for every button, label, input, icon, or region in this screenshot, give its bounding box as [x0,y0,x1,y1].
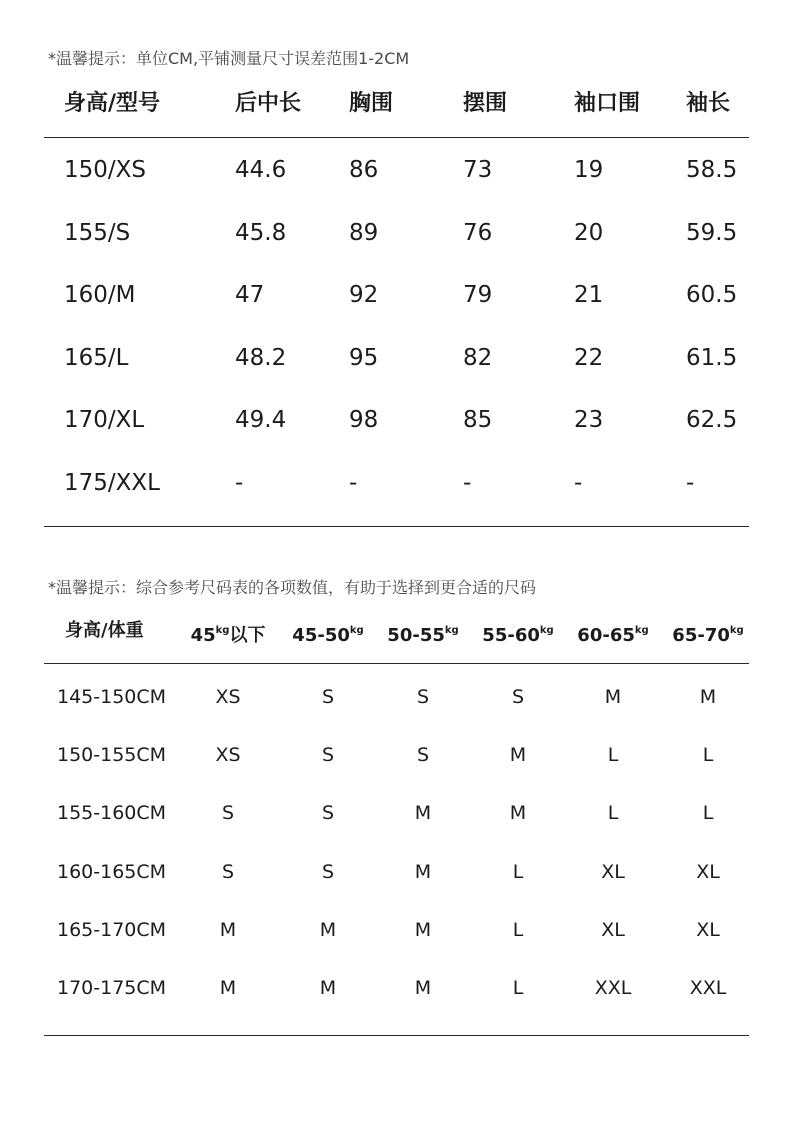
height-range-label: 165-170CM [57,919,167,941]
table1-cell: 58.5 [686,157,738,183]
header-hem: 摆围 [463,91,508,116]
recommended-size: S [221,861,235,883]
weight-header [672,618,743,649]
table1-cell: - [235,470,244,496]
header-sleeve-length: 袖长 [686,91,731,116]
recommended-size: M [414,861,432,883]
recommended-size: S [321,802,335,824]
height-range-label: 170-175CM [57,977,167,999]
table1-bottom-divider [44,526,749,527]
table1-cell: 21 [574,282,604,308]
table1-cell: 44.6 [235,157,287,183]
table1-size-label: 175/XXL [64,470,160,496]
height-range-label: 160-165CM [57,861,167,883]
table1-cell: 45.8 [235,220,287,246]
table1-cell: 62.5 [686,407,738,433]
table1-cell: 82 [463,345,493,371]
weight-unit: kg [729,625,744,636]
recommended-size: M [219,919,237,941]
weight-header [387,618,458,649]
table1-cell: 85 [463,407,493,433]
header-chest: 胸围 [349,91,394,116]
table1-size-label: 170/XL [64,407,145,433]
table1-size-label: 165/L [64,345,129,371]
recommended-size: S [321,744,335,766]
table1-cell: 76 [463,220,493,246]
table2-bottom-divider [44,1035,749,1036]
recommended-size: XS [215,686,241,708]
table1-cell: 79 [463,282,493,308]
table1-cell: 48.2 [235,345,287,371]
recommended-size: M [509,744,527,766]
recommended-size: M [699,686,717,708]
weight-header-value: 55-60 [482,625,540,646]
weight-header-suffix: 以下 [229,625,266,646]
weight-header-value: 60-65 [577,625,635,646]
weight-unit: kg [539,625,554,636]
table1-size-label: 155/S [64,220,131,246]
table1-cell: 23 [574,407,604,433]
recommended-size: XL [696,919,720,941]
recommended-size: S [221,802,235,824]
recommended-size: S [321,861,335,883]
recommended-size: XXL [689,977,727,999]
recommended-size: L [512,919,524,941]
size-note-recommendation: *温馨提示：综合参考尺码表的各项数值，有助于选择到更合适的尺码 [48,578,537,597]
weight-header-value: 50-55 [387,625,445,646]
table1-size-label: 160/M [64,282,136,308]
weight-header [292,618,363,649]
recommended-size: M [414,919,432,941]
table1-cell: - [574,470,583,496]
recommended-size: S [511,686,525,708]
table1-cell: - [686,470,695,496]
recommended-size: L [512,861,524,883]
header-height-weight: 身高/体重 [65,620,144,641]
table1-cell: 60.5 [686,282,738,308]
recommended-size: S [321,686,335,708]
recommended-size: XL [601,861,625,883]
table1-cell: 49.4 [235,407,287,433]
recommended-size: L [702,802,714,824]
recommended-size: L [607,744,619,766]
header-height-size: 身高/型号 [64,91,161,116]
recommended-size: M [319,977,337,999]
weight-unit: kg [444,625,459,636]
height-range-label: 150-155CM [57,744,167,766]
weight-header-value: 65-70 [672,625,730,646]
recommended-size: XL [601,919,625,941]
weight-unit: kg [634,625,649,636]
table1-size-label: 150/XS [64,157,147,183]
size-note-measurement: *温馨提示：单位CM,平铺测量尺寸误差范围1-2CM [48,49,410,68]
table1-cell: 59.5 [686,220,738,246]
header-cuff: 袖口围 [574,91,641,116]
table1-cell: 19 [574,157,604,183]
recommended-size: M [509,802,527,824]
weight-unit: kg [215,625,230,636]
recommended-size: L [607,802,619,824]
header-back-length: 后中长 [235,91,302,116]
table1-cell: 20 [574,220,604,246]
table1-cell: 98 [349,407,379,433]
height-range-label: 155-160CM [57,802,167,824]
recommended-size: L [702,744,714,766]
table1-cell: 89 [349,220,379,246]
weight-header-value: 45 [190,625,216,646]
table1-cell: 92 [349,282,379,308]
weight-header [577,618,648,649]
table1-cell: 61.5 [686,345,738,371]
table1-cell: 73 [463,157,493,183]
table1-header-divider [44,137,749,138]
table1-cell: 86 [349,157,379,183]
recommended-size: XS [215,744,241,766]
recommended-size: XL [696,861,720,883]
table1-cell: 22 [574,345,604,371]
recommended-size: M [319,919,337,941]
weight-header [191,618,266,649]
table1-cell: 95 [349,345,379,371]
recommended-size: M [414,802,432,824]
recommended-size: M [604,686,622,708]
weight-header-value: 45-50 [292,625,350,646]
table2-header-divider [44,663,749,664]
table1-cell: - [349,470,358,496]
recommended-size: M [414,977,432,999]
table1-cell: - [463,470,472,496]
weight-header [482,618,553,649]
weight-unit: kg [349,625,364,636]
table1-cell: 47 [235,282,265,308]
height-range-label: 145-150CM [57,686,167,708]
recommended-size: M [219,977,237,999]
recommended-size: S [416,744,430,766]
recommended-size: S [416,686,430,708]
recommended-size: L [512,977,524,999]
recommended-size: XXL [594,977,632,999]
